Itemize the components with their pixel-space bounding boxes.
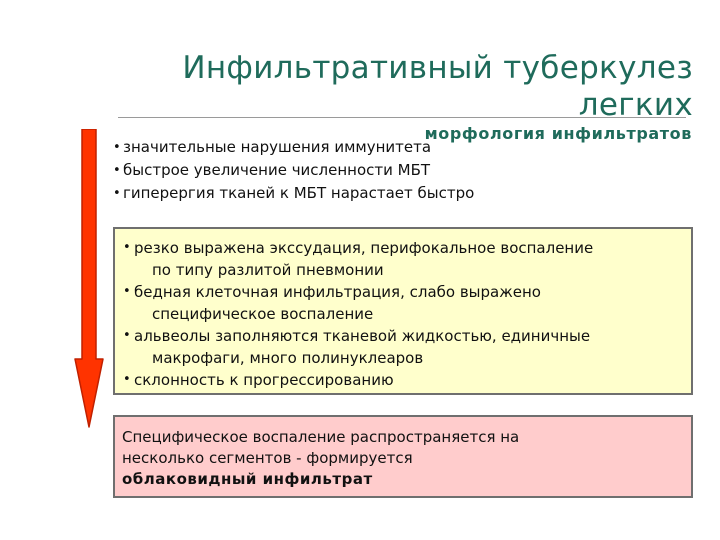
morphology-item-4 [123,369,681,391]
morphology-list [123,237,681,391]
morphology-item-2-line1: бедная клеточная инфильтрация, слабо выражено [134,283,541,301]
morphology-item-2 [123,281,681,325]
down-arrow-icon [74,129,104,429]
morphology-item-3-line1: альвеолы заполняются тканевой жидкостью, единичные [134,327,591,345]
top-point-1: • значительные нарушения иммунитета [113,136,474,159]
top-points-list [113,136,474,205]
slide-title [133,50,693,124]
slide-title-line1: Инфильтративный туберкулез [182,50,693,86]
top-point-3: • гиперергия тканей к МБТ нарастает быстро [113,182,474,205]
morphology-item-1-line1: резко выражена экссудация, перифокальное воспаление [134,239,594,257]
conclusion-line2: несколько сегментов - формируется [122,449,413,467]
morphology-item-3-line2: макрофаги, много полинуклеаров [152,349,424,367]
top-point-2: • быстрое увеличение численности МБТ [113,159,474,182]
morphology-box [113,227,693,395]
morphology-item-1 [123,237,681,281]
morphology-item-3 [123,325,681,369]
conclusion-box [113,415,693,498]
morphology-item-2-line2: специфическое воспаление [152,305,374,323]
slide-subtitle: морфология инфильтратов [424,124,692,143]
title-divider [118,117,686,118]
slide-title-line2: легких [578,87,693,123]
morphology-item-1-line2: по типу разлитой пневмонии [152,261,384,279]
morphology-item-4-line1: склонность к прогрессированию [134,371,394,389]
conclusion-highlight: облаковидный инфильтрат [122,470,373,488]
conclusion-line1: Специфическое воспаление распространяется на [122,428,520,446]
